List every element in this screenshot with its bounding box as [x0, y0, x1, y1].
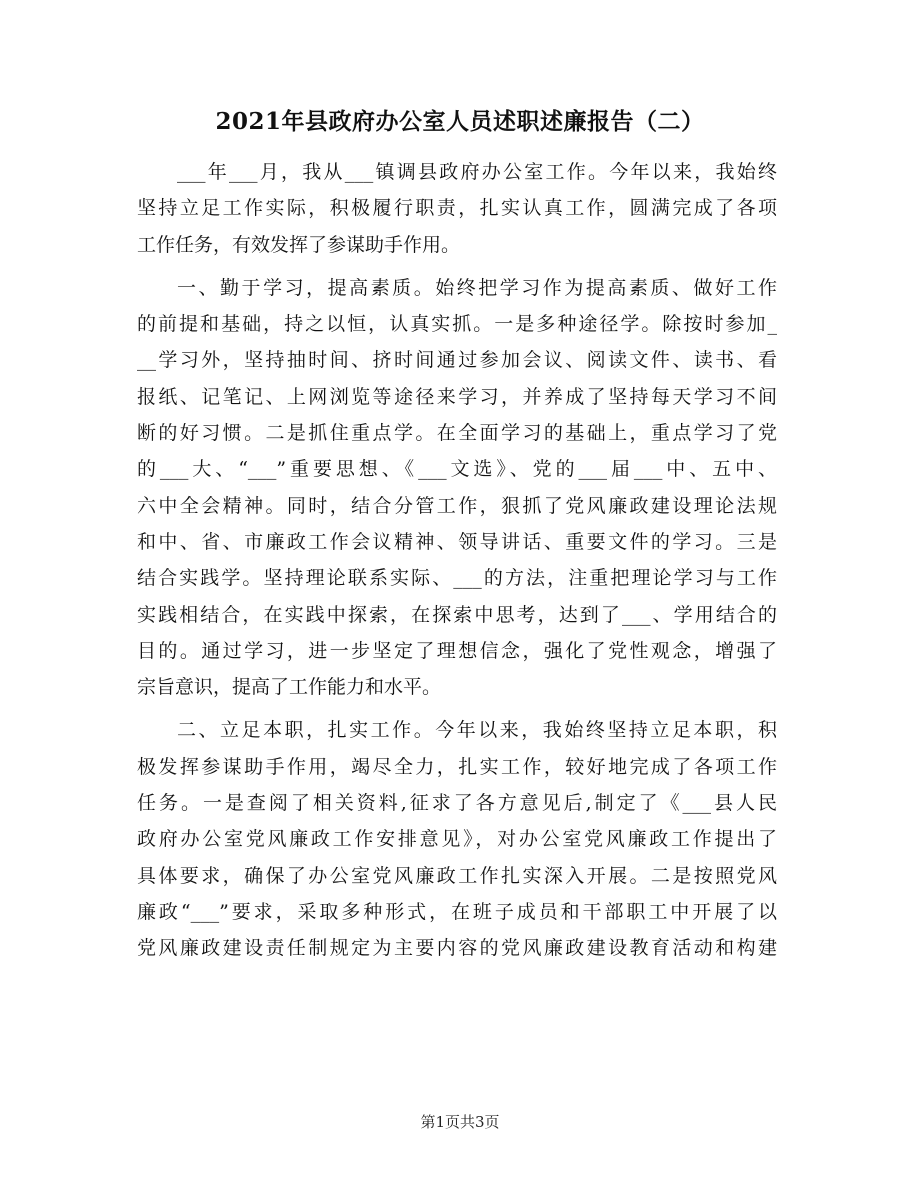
text-line: 坚持立足工作实际，积极履行职责，扎实认真工作，圆满完成了各项: [137, 197, 777, 220]
text-line: ___年___月，我从___镇调县政府办公室工作。今年以来，我始终: [177, 161, 777, 183]
document-title: 2021年县政府办公室人员述职述廉报告（二）: [215, 108, 705, 135]
text-line: 极发挥参谋助手作用，竭尽全力，扎实工作，较好地完成了各项工作: [137, 755, 777, 778]
paragraph: [137, 270, 777, 706]
document-body: [137, 154, 777, 967]
text-line: 二、立足本职，扎实工作。今年以来，我始终坚持立足本职，积: [177, 719, 777, 742]
text-line: 报纸、记笔记、上网浏览等途径来学习，并养成了坚持每天学习不间: [137, 385, 777, 408]
text-line: 具体要求，确保了办公室党风廉政工作扎实深入开展。二是按照党风: [137, 864, 777, 887]
text-line: 的前提和基础，持之以恒，认真实抓。一是多种途径学。除按时参加_: [137, 313, 777, 336]
text-line: 党风廉政建设责任制规定为主要内容的党风廉政建设教育活动和构建: [137, 937, 777, 960]
text-line: 宗旨意识，提高了工作能力和水平。: [137, 676, 442, 699]
text-line: 目的。通过学习，进一步坚定了理想信念，强化了党性观念，增强了: [137, 639, 777, 662]
text-line: 的___大、“___”重要思想、《___文选》、党的___届___中、五中、: [137, 458, 777, 481]
text-line: 廉政“___”要求，采取多种形式，在班子成员和干部职工中开展了以: [137, 900, 777, 923]
text-line: 六中全会精神。同时，结合分管工作，狠抓了党风廉政建设理论法规: [137, 494, 777, 517]
text-line: 一、勤于学习，提高素质。始终把学习作为提高素质、做好工作: [177, 276, 777, 299]
text-line: __学习外，坚持抽时间、挤时间通过参加会议、阅读文件、读书、看: [137, 349, 777, 372]
text-line: 断的好习惯。二是抓住重点学。在全面学习的基础上，重点学习了党: [137, 422, 777, 445]
page-number: 第1页共3页: [420, 1113, 500, 1131]
paragraph: [137, 712, 777, 966]
text-line: 结合实践学。坚持理论联系实际、___的方法，注重把理论学习与工作: [137, 567, 777, 590]
text-line: 任务。一是查阅了相关资料,征求了各方意见后,制定了《___县人民: [137, 792, 777, 815]
text-line: 实践相结合，在实践中探索，在探索中思考，达到了___、学用结合的: [137, 603, 777, 626]
text-line: 和中、省、市廉政工作会议精神、领导讲话、重要文件的学习。三是: [137, 530, 777, 553]
text-line: 工作任务，有效发挥了参谋助手作用。: [137, 233, 461, 256]
text-line: 政府办公室党风廉政工作安排意见》，对办公室党风廉政工作提出了: [137, 828, 777, 851]
paragraph: [137, 154, 777, 263]
